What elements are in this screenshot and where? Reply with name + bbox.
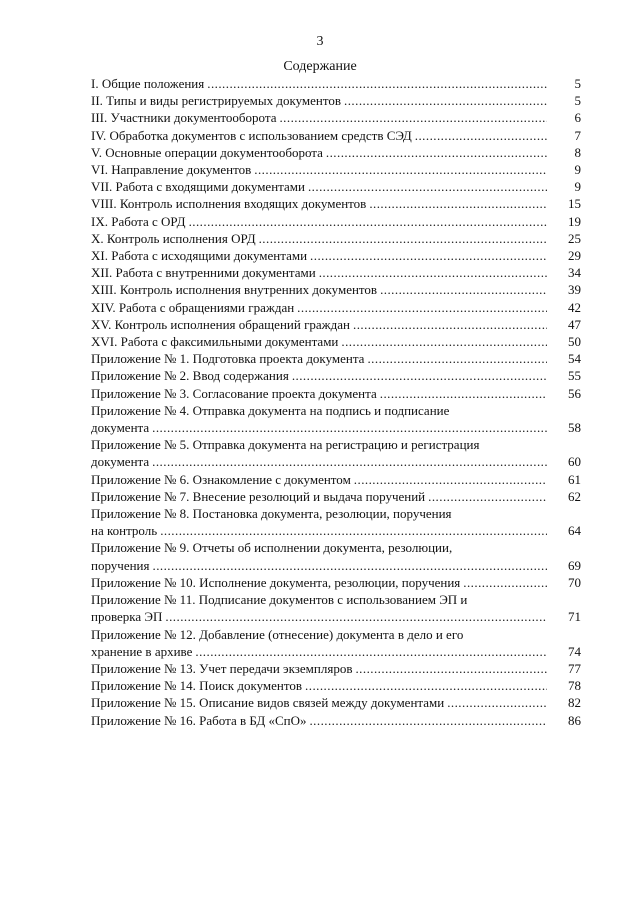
toc-entry-label: XVI. Работа с факсимильными документами xyxy=(91,334,339,350)
toc-entry xyxy=(91,178,581,195)
toc-entry-label: IX. Работа с ОРД xyxy=(91,213,186,229)
toc-entry xyxy=(91,591,581,625)
toc-entry-row xyxy=(91,453,581,470)
toc-entry xyxy=(91,213,581,230)
dot-leader xyxy=(369,195,547,212)
dot-leader xyxy=(259,230,547,247)
toc-entry-page-number: 64 xyxy=(568,523,581,539)
toc-entry-page-number: 69 xyxy=(568,557,581,573)
toc-entry-page-number: 29 xyxy=(568,248,581,264)
toc-entry-page-number: 50 xyxy=(568,334,581,350)
toc-entry xyxy=(91,402,581,436)
toc-entry-label: Приложение № 10. Исполнение документа, резолюции, поручения xyxy=(91,574,461,590)
toc-entry-page-number: 54 xyxy=(568,351,581,367)
dot-leader xyxy=(353,316,547,333)
toc-entry-row xyxy=(91,419,581,436)
toc-entry-page-number: 56 xyxy=(568,385,581,401)
toc-entry-page-number: 34 xyxy=(568,265,581,281)
toc-entry xyxy=(91,367,581,384)
toc-entry-row xyxy=(91,694,581,711)
toc-entry-label: хранение в архиве xyxy=(91,643,193,659)
toc-entry-label: III. Участники документооборота xyxy=(91,110,277,126)
toc-entry-page-number: 61 xyxy=(568,471,581,487)
toc-entry-row xyxy=(91,712,581,729)
toc-entry-row xyxy=(91,367,581,384)
toc-entry-label: XIII. Контроль исполнения внутренних документов xyxy=(91,282,378,298)
toc-entry xyxy=(91,333,581,350)
toc-entry-page-number: 5 xyxy=(574,76,581,91)
toc-entry-page-number: 62 xyxy=(568,488,581,504)
toc-entry-row xyxy=(91,316,581,333)
toc-entry xyxy=(91,505,581,539)
toc-entry-page-number: 15 xyxy=(568,196,581,212)
toc-entry-label: Приложение № 7. Внесение резолюций и выдача поручений xyxy=(91,488,426,504)
toc-entry xyxy=(91,471,581,488)
dot-leader xyxy=(344,92,547,109)
toc-entry-label: Приложение № 14. Поиск документов xyxy=(91,678,303,694)
dot-leader xyxy=(254,161,547,178)
toc-entry-page-number: 9 xyxy=(574,162,581,178)
toc-entry-label: VII. Работа с входящими документами xyxy=(91,179,305,195)
toc-entry-row xyxy=(91,643,581,660)
toc-entry-label-line1: Приложение № 5. Отправка документа на регистрацию и регистрация xyxy=(91,437,480,453)
dot-leader xyxy=(380,281,547,298)
toc-entry-row xyxy=(91,144,581,161)
toc-entry-label-line1: Приложение № 9. Отчеты об исполнении документа, резолюции, xyxy=(91,540,453,556)
dot-leader xyxy=(319,264,547,281)
toc-entry-page-number: 58 xyxy=(568,420,581,436)
dot-leader xyxy=(195,643,547,660)
toc-entry xyxy=(91,230,581,247)
toc-entry-page-number: 19 xyxy=(568,213,581,229)
dot-leader xyxy=(279,109,547,126)
toc-entry-row xyxy=(91,299,581,316)
dot-leader xyxy=(297,299,547,316)
toc-entry-label: документа xyxy=(91,420,150,436)
toc-entry-page-number: 71 xyxy=(568,609,581,625)
toc-entry-row xyxy=(91,92,581,109)
toc-entry xyxy=(91,385,581,402)
toc-entry xyxy=(91,109,581,126)
toc-entry xyxy=(91,247,581,264)
toc-entry-label: Приложение № 2. Ввод содержания xyxy=(91,368,289,384)
dot-leader xyxy=(310,247,547,264)
table-of-contents xyxy=(91,75,581,729)
toc-entry xyxy=(91,660,581,677)
dot-leader xyxy=(355,660,547,677)
toc-entry-page-number: 70 xyxy=(568,574,581,590)
toc-entry-label: проверка ЭП xyxy=(91,609,163,625)
toc-entry-row xyxy=(91,109,581,126)
toc-entry-row xyxy=(91,488,581,505)
toc-entry-label-line1: Приложение № 12. Добавление (отнесение) документа в дело и его xyxy=(91,626,464,642)
toc-entry-label: Приложение № 13. Учет передачи экземпляров xyxy=(91,660,353,676)
toc-entry-page-number: 8 xyxy=(574,144,581,160)
toc-title: Содержание xyxy=(283,59,357,74)
toc-entry-page-number: 78 xyxy=(568,678,581,694)
dot-leader xyxy=(292,367,547,384)
toc-entry-row xyxy=(91,195,581,212)
toc-entry xyxy=(91,92,581,109)
toc-entry xyxy=(91,127,581,144)
toc-entry xyxy=(91,316,581,333)
toc-entry-label-line1: Приложение № 11. Подписание документов с использованием ЭП и xyxy=(91,592,468,608)
toc-entry xyxy=(91,539,581,573)
toc-entry xyxy=(91,712,581,729)
toc-entry xyxy=(91,161,581,178)
toc-entry-page-number: 42 xyxy=(568,299,581,315)
toc-entry-label: V. Основные операции документооборота xyxy=(91,144,323,160)
dot-leader xyxy=(447,694,547,711)
toc-entry-label: VIII. Контроль исполнения входящих документов xyxy=(91,196,367,212)
toc-entry-page-number: 82 xyxy=(568,695,581,711)
dot-leader xyxy=(152,419,547,436)
dot-leader xyxy=(160,522,547,539)
toc-entry-page-number: 5 xyxy=(574,93,581,109)
dot-leader xyxy=(428,488,547,505)
toc-entry-row xyxy=(91,247,581,264)
dot-leader xyxy=(326,144,547,161)
toc-entry-row xyxy=(91,350,581,367)
dot-leader xyxy=(367,350,547,367)
toc-entry xyxy=(91,75,581,92)
toc-entry xyxy=(91,677,581,694)
toc-entry-label: Приложение № 6. Ознакомление с документом xyxy=(91,471,351,487)
toc-entry xyxy=(91,436,581,470)
toc-entry xyxy=(91,350,581,367)
toc-entry xyxy=(91,299,581,316)
page-number: 3 xyxy=(316,34,324,49)
toc-entry-label: XI. Работа с исходящими документами xyxy=(91,248,308,264)
dot-leader xyxy=(207,75,547,92)
dot-leader xyxy=(463,574,547,591)
dot-leader xyxy=(341,333,547,350)
toc-entry-page-number: 39 xyxy=(568,282,581,298)
toc-entry xyxy=(91,264,581,281)
dot-leader xyxy=(354,471,547,488)
toc-entry-label-line1: Приложение № 4. Отправка документа на подпись и подписание xyxy=(91,402,450,418)
toc-entry-label: Приложение № 1. Подготовка проекта документа xyxy=(91,351,365,367)
toc-entry-page-number: 6 xyxy=(574,110,581,126)
toc-entry-row xyxy=(91,264,581,281)
toc-entry-page-number: 55 xyxy=(568,368,581,384)
toc-entry-label: Приложение № 15. Описание видов связей между документами xyxy=(91,695,445,711)
toc-entry-row xyxy=(91,230,581,247)
dot-leader xyxy=(380,385,547,402)
toc-entry xyxy=(91,694,581,711)
toc-entry-page-number: 74 xyxy=(568,643,581,659)
toc-entry-label: XIV. Работа с обращениями граждан xyxy=(91,299,295,315)
toc-entry-label: VI. Направление документов xyxy=(91,162,252,178)
toc-entry-label: XV. Контроль исполнения обращений граждан xyxy=(91,316,350,332)
toc-entry xyxy=(91,626,581,660)
toc-entry xyxy=(91,281,581,298)
toc-entry-page-number: 77 xyxy=(568,660,581,676)
toc-entry-row xyxy=(91,281,581,298)
toc-entry-label: Приложение № 3. Согласование проекта документа xyxy=(91,385,377,401)
toc-entry-page-number: 7 xyxy=(574,127,581,143)
toc-entry-row xyxy=(91,608,581,625)
dot-leader xyxy=(165,608,547,625)
toc-entry-row xyxy=(91,213,581,230)
toc-entry-row xyxy=(91,127,581,144)
dot-leader xyxy=(153,557,548,574)
dot-leader xyxy=(415,127,547,144)
toc-entry-label: на контроль xyxy=(91,523,158,539)
toc-entry-label: IV. Обработка документов с использованием средств СЭД xyxy=(91,127,412,143)
toc-entry-row xyxy=(91,161,581,178)
toc-entry-row xyxy=(91,522,581,539)
toc-entry-row xyxy=(91,574,581,591)
toc-entry-row xyxy=(91,677,581,694)
toc-entry xyxy=(91,144,581,161)
toc-entry-row xyxy=(91,333,581,350)
toc-entry-label: X. Контроль исполнения ОРД xyxy=(91,230,256,246)
toc-entry-row xyxy=(91,385,581,402)
toc-entry-label: II. Типы и виды регистрируемых документов xyxy=(91,93,342,109)
toc-entry-page-number: 86 xyxy=(568,712,581,728)
dot-leader xyxy=(189,213,547,230)
toc-entry-row xyxy=(91,178,581,195)
toc-entry-label-line1: Приложение № 8. Постановка документа, резолюции, поручения xyxy=(91,506,452,522)
toc-entry-row xyxy=(91,471,581,488)
toc-entry-row xyxy=(91,660,581,677)
dot-leader xyxy=(305,677,547,694)
toc-entry-label: документа xyxy=(91,454,150,470)
toc-entry-label: I. Общие положения xyxy=(91,76,205,91)
toc-entry-page-number: 60 xyxy=(568,454,581,470)
toc-entry-page-number: 47 xyxy=(568,316,581,332)
toc-entry-row xyxy=(91,557,581,574)
toc-entry xyxy=(91,574,581,591)
toc-entry-row xyxy=(91,75,581,92)
dot-leader xyxy=(309,712,547,729)
toc-entry-label: Приложение № 16. Работа в БД «СпО» xyxy=(91,712,307,728)
dot-leader xyxy=(152,453,547,470)
dot-leader xyxy=(308,178,547,195)
toc-entry-page-number: 25 xyxy=(568,230,581,246)
toc-entry xyxy=(91,195,581,212)
toc-entry-page-number: 9 xyxy=(574,179,581,195)
toc-entry-label: XII. Работа с внутренними документами xyxy=(91,265,316,281)
toc-entry xyxy=(91,488,581,505)
toc-entry-label: поручения xyxy=(91,557,150,573)
